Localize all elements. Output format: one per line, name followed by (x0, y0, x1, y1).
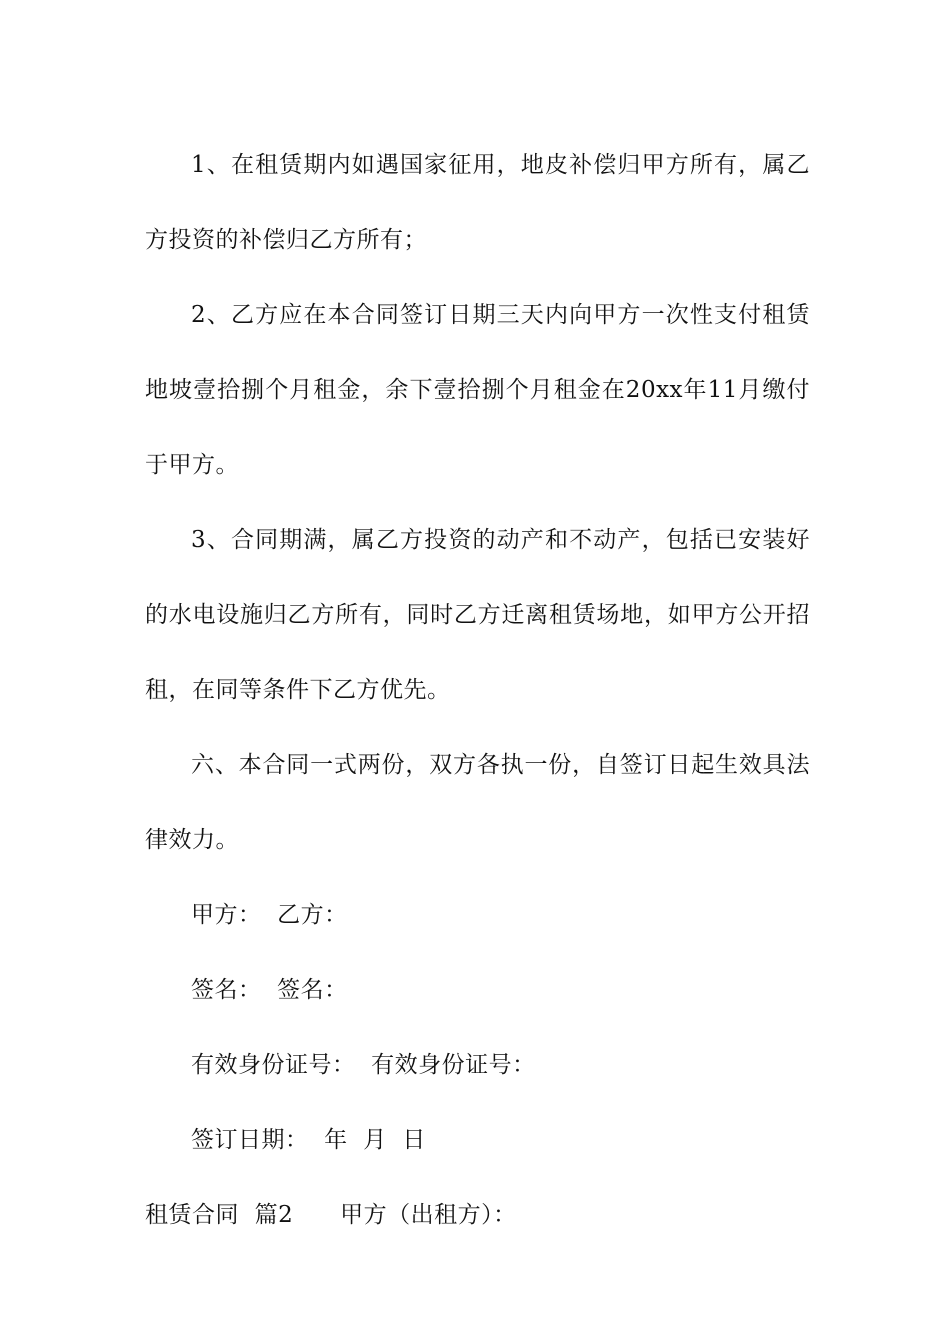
clause-paragraph-3: 3、合同期满，属乙方投资的动产和不动产，包括已安装好的水电设施归乙方所有，同时乙方迁离租赁场地，如甲方公开招租，在同等条件下乙方优先。 (145, 527, 810, 703)
sign-line: 签名： 签名： (191, 977, 348, 1003)
signature-block (145, 878, 810, 1178)
clause-paragraph-1: 1、在租赁期内如遇国家征用，地皮补偿归甲方所有，属乙方投资的补偿归乙方所有； (145, 152, 810, 253)
section-heading-part-2: 租赁合同 篇2 甲方（出租方）： (145, 1202, 517, 1228)
clause-paragraph-six: 六、本合同一式两份，双方各执一份，自签订日起生效具法律效力。 (145, 752, 810, 853)
party-line: 甲方： 乙方： (191, 902, 348, 928)
document-page (145, 128, 810, 1253)
signing-date-line: 签订日期： 年 月 日 (191, 1127, 426, 1153)
clause-paragraph-2: 2、乙方应在本合同签订日期三天内向甲方一次性支付租赁地坡壹拾捌个月租金，余下壹拾捌个月租金在20xx年11月缴付于甲方。 (145, 302, 810, 478)
id-number-line: 有效身份证号： 有效身份证号： (191, 1052, 536, 1078)
